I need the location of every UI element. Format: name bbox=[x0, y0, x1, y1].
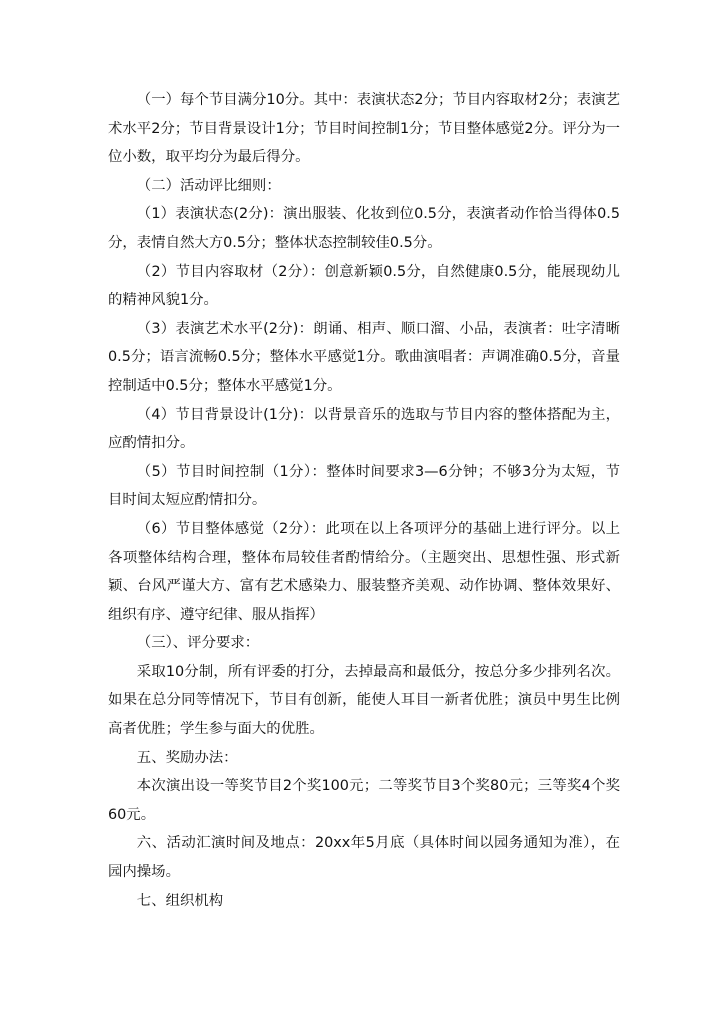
paragraph-rule-overall-impression: （6）节目整体感觉（2分）：此项在以上各项评分的基础上进行评分。以上各项整体结构合理，整体布局较佳者酌情给分。（主题突出、思想性强、形式新颖、台风严谨大方、富有艺术感染力、服装整齐美观、动作协调、整体效果好、组织有序、遵守纪律、服从指挥） bbox=[108, 520, 620, 623]
paragraph-rule-performance-state: （1）表演状态(2分)：演出服装、化妆到位0.5分，表演者动作恰当得体0.5分，表情自然大方0.5分；整体状态控制较佳0.5分。 bbox=[108, 206, 620, 251]
section-heading-evaluation-rules: （二）活动评比细则： bbox=[136, 177, 281, 194]
paragraph-awards: 本次演出设一等奖节目2个奖100元；二等奖节目3个奖80元；三等奖4个奖60元。 bbox=[108, 778, 620, 823]
paragraph-scoring-requirements: 采取10分制，所有评委的打分，去掉最高和最低分，按总分多少排列名次。如果在总分同等情况下，节目有创新，能使人耳目一新者优胜；演员中男生比例高者优胜；学生参与面大的优胜。 bbox=[108, 663, 620, 738]
paragraph-time-and-place: 六、活动汇演时间及地点：20xx年5月底（具体时间以园务通知为准），在园内操场。 bbox=[108, 835, 620, 881]
paragraph-scoring-overview: （一）每个节目满分10分。其中：表演状态2分；节目内容取材2分；表演艺术水平2分；节目背景设计1分；节目时间控制1分；节目整体感觉2分。评分为一位小数，取平均分为最后得分。 bbox=[108, 92, 620, 166]
section-heading-organization: 七、组织机构 bbox=[136, 892, 224, 909]
document-body bbox=[108, 86, 620, 915]
paragraph-rule-time-control: （5）节目时间控制（1分）：整体时间要求3—6分钟；不够3分为太短，节目时间太短应酌情扣分。 bbox=[108, 463, 620, 509]
section-heading-scoring-requirements: （三）、评分要求： bbox=[136, 635, 260, 652]
paragraph-rule-background-design: （4）节目背景设计(1分)：以背景音乐的选取与节目内容的整体搭配为主，应酌情扣分。 bbox=[108, 406, 620, 452]
paragraph-rule-content-selection: （2）节目内容取材（2分）：创意新颖0.5分，自然健康0.5分，能展现幼儿的精神风貌1分。 bbox=[108, 263, 620, 309]
paragraph-rule-performance-level: （3）表演艺术水平(2分)：朗诵、相声、顺口溜、小品，表演者：吐字清晰0.5分；语言流畅0.5分；整体水平感觉1分。歌曲演唱者：声调准确0.5分，音量控制适中0.5分；整体水平感觉1分。 bbox=[108, 320, 620, 394]
section-heading-awards: 五、奖励办法： bbox=[136, 749, 238, 766]
